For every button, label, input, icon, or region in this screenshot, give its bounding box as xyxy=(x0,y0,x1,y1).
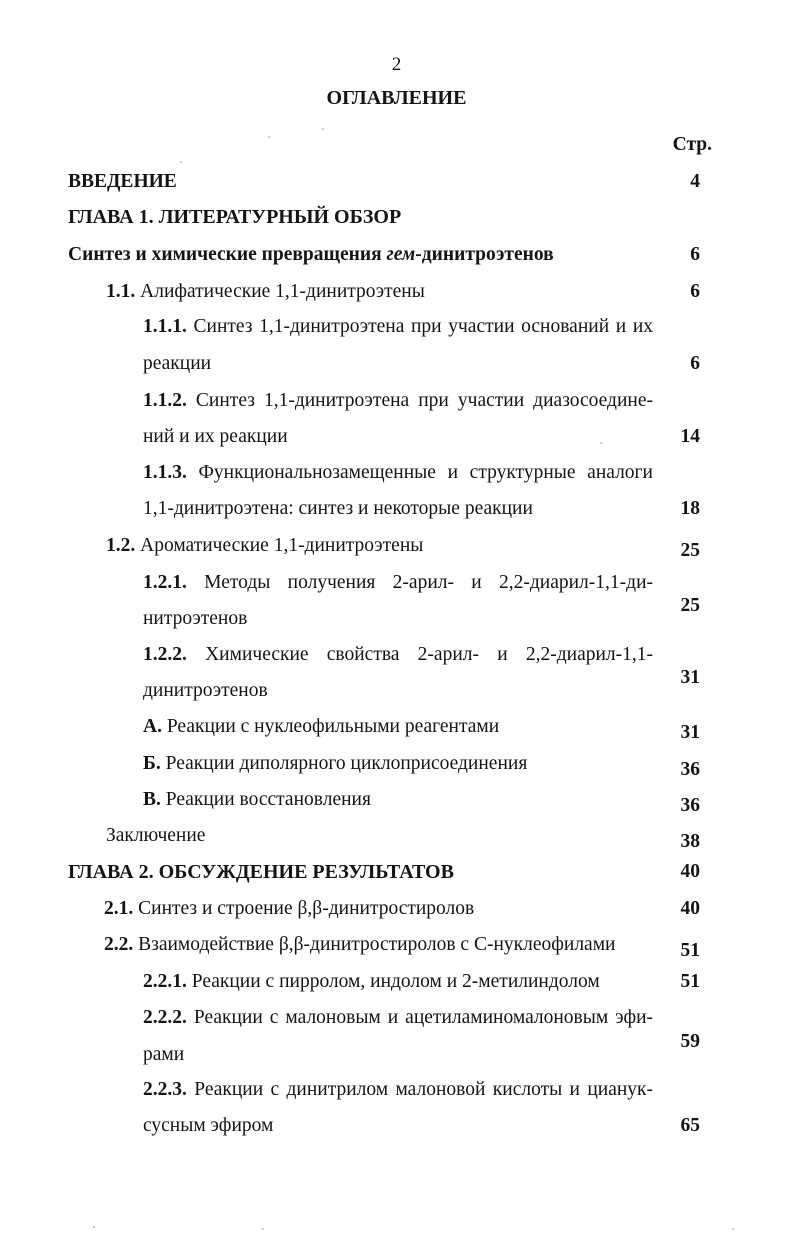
toc-section-2-2-2-cont: рами xyxy=(143,1044,185,1065)
toc-section-2-2-3-cont: сусным эфиром xyxy=(143,1115,274,1136)
scan-speck xyxy=(600,442,602,444)
toc-section-1-1-1: 1.1.1. Синтез 1,1-динитроэтена при участии оснований и их xyxy=(143,316,654,337)
toc-section-1-1-1-page: 6 xyxy=(690,353,700,374)
toc-subsection-a-page: 31 xyxy=(680,722,700,743)
toc-section-1-1-page: 6 xyxy=(690,281,700,302)
toc-chapter-2-page: 40 xyxy=(680,861,700,882)
scan-speck xyxy=(732,1228,734,1230)
toc-section-2-2: 2.2. Взаимодействие β,β-динитростиролов с С-нуклеофилами xyxy=(104,934,616,955)
toc-chapter-1-subtitle-page: 6 xyxy=(690,244,700,265)
toc-conclusion-page: 38 xyxy=(680,831,700,852)
page-column-header: Стр. xyxy=(672,134,712,155)
toc-section-1-1-2-cont: ний и их реакции xyxy=(143,426,288,447)
toc-section-2-2-2: 2.2.2. Реакции с малоновым и ацетиламиномалоновым эфи- xyxy=(143,1007,654,1028)
scan-speck xyxy=(268,136,270,138)
toc-chapter-2: ГЛАВА 2. ОБСУЖДЕНИЕ РЕЗУЛЬТАТОВ xyxy=(68,861,454,883)
page-title: ОГЛАВЛЕНИЕ xyxy=(326,87,467,109)
scan-speck xyxy=(93,1226,95,1228)
toc-chapter-1-subtitle: Синтез и химические превращения гем-динитроэтенов xyxy=(68,244,554,265)
scan-speck xyxy=(180,161,182,163)
toc-section-1-2-2-page: 31 xyxy=(680,667,700,688)
toc-section-1-1-3-page: 18 xyxy=(680,498,700,519)
scan-speck xyxy=(262,1228,264,1230)
toc-section-1-1-2-page: 14 xyxy=(680,426,700,447)
toc-section-2-2-2-page: 59 xyxy=(680,1031,700,1052)
toc-section-2-1-page: 40 xyxy=(680,898,700,919)
toc-section-1-2-2: 1.2.2. Химические свойства 2-арил- и 2,2-диарил-1,1- xyxy=(143,644,654,665)
toc-chapter-1: ГЛАВА 1. ЛИТЕРАТУРНЫЙ ОБЗОР xyxy=(68,206,402,228)
scan-speck xyxy=(322,128,324,130)
toc-section-2-1: 2.1. Синтез и строение β,β-динитростиролов xyxy=(104,898,475,919)
toc-section-2-2-1-page: 51 xyxy=(680,971,700,992)
toc-subsection-v-page: 36 xyxy=(680,795,700,816)
toc-subsection-b-page: 36 xyxy=(680,759,700,780)
toc-section-2-2-page: 51 xyxy=(680,940,700,961)
toc-subsection-b: Б. Реакции диполярного циклоприсоединения xyxy=(143,753,528,774)
toc-section-1-2-2-cont: динитроэтенов xyxy=(143,680,268,701)
toc-section-2-2-1: 2.2.1. Реакции с пирролом, индолом и 2-метилиндолом xyxy=(143,971,600,992)
toc-subsection-a: А. Реакции с нуклеофильными реагентами xyxy=(143,716,500,737)
toc-section-1-1-3-cont: 1,1-динитроэтена: синтез и некоторые реакции xyxy=(143,498,533,519)
toc-section-1-2-page: 25 xyxy=(680,540,700,561)
toc-section-1-1-2: 1.1.2. Синтез 1,1-динитроэтена при участии диазосоедине- xyxy=(143,390,653,411)
toc-section-1-1-1-cont: реакции xyxy=(143,353,212,374)
toc-section-1-2: 1.2. Ароматические 1,1-динитроэтены xyxy=(106,535,424,556)
toc-subsection-v: В. Реакции восстановления xyxy=(143,789,371,810)
toc-section-1-2-1-cont: нитроэтенов xyxy=(143,608,248,629)
toc-section-1-1: 1.1. Алифатические 1,1-динитроэтены xyxy=(106,281,425,302)
page-number: 2 xyxy=(391,54,402,75)
toc-intro: ВВЕДЕНИЕ xyxy=(68,171,177,192)
toc-section-1-1-3: 1.1.3. Функциональнозамещенные и структурные аналоги xyxy=(143,462,653,483)
toc-section-2-2-3: 2.2.3. Реакции с динитрилом малоновой кислоты и цианук- xyxy=(143,1079,654,1100)
toc-section-2-2-3-page: 65 xyxy=(680,1115,700,1136)
toc-section-1-2-1-page: 25 xyxy=(680,595,700,616)
toc-section-1-2-1: 1.2.1. Методы получения 2-арил- и 2,2-диарил-1,1-ди- xyxy=(143,572,654,593)
toc-intro-page: 4 xyxy=(690,171,700,192)
toc-conclusion: Заключение xyxy=(106,825,206,846)
